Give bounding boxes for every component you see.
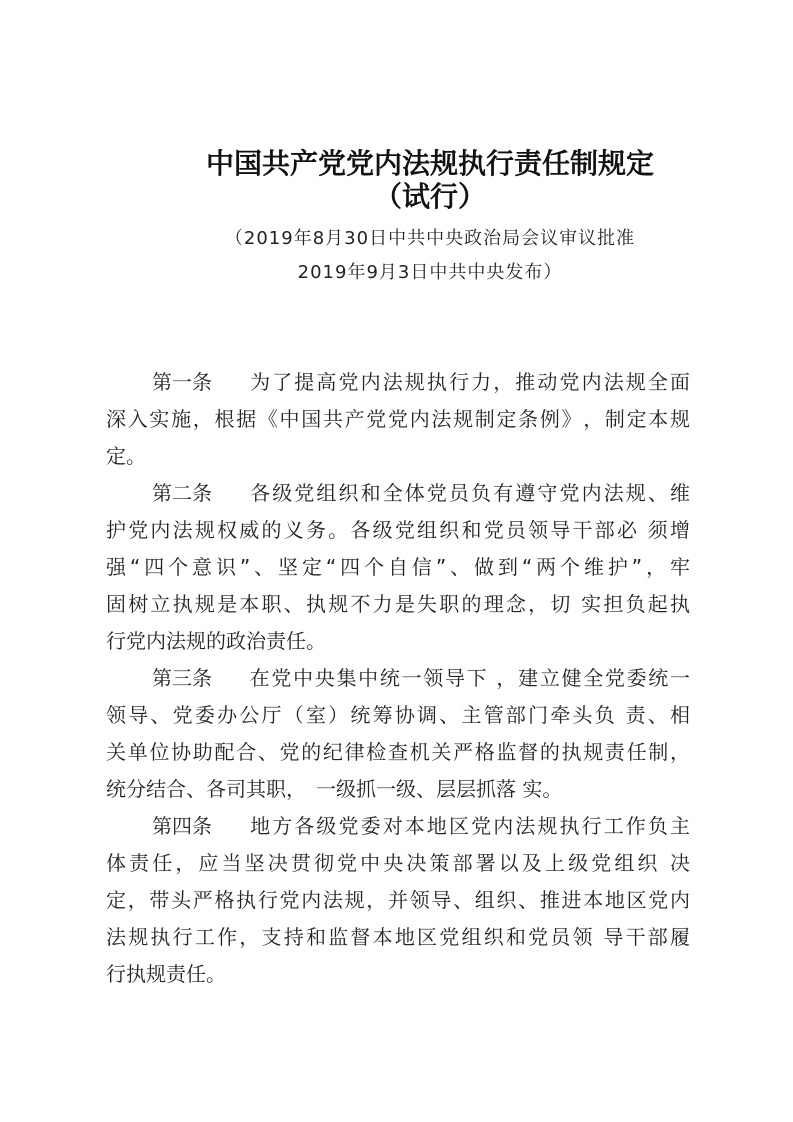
article-text: 为​了​提​高​党​内​法​规​执​行​力​，​推​动​党​内​法​规​全​面 <box>248 370 690 394</box>
article-2-line: 强​“​四​个​意​识​”​、​坚​定​“​四​个​自​信​”​、​做​到​“​两​个​维​护​”​，​牢 <box>106 555 690 579</box>
article-2-line: 护​党​内​法​规​权​威​的​义​务​。​各​级​党​组​织​和​党​员​领​导​干​部​必​ ​须​增 <box>106 518 690 542</box>
article-3-line: 领​导​、​党​委​办​公​厅​（​室​）​统​筹​协​调​、​主​管​部​门​牵​头​负​ ​责​、​相 <box>106 703 690 727</box>
subtitle-approval: （2019年8月30日中共中央政治局会议审议批准 <box>224 228 636 249</box>
article-1-line <box>106 364 690 401</box>
article-text: 在​党​中​央​集​中​统​一​领​导​下​ ​，​建​立​健​全​党​委​统​一 <box>248 666 690 690</box>
article-heading: 第三条 <box>152 666 212 690</box>
document-body <box>106 364 690 993</box>
article-text: 各​级​党​组​织​和​全​体​党​员​负​有​遵​守​党​内​法​规​、​维 <box>248 481 690 505</box>
document-title-suffix: （试行） <box>373 180 486 213</box>
article-1-line: 定。 <box>106 444 146 468</box>
article-2-line: 固​树​立​执​规​是​本​职​、​执​规​不​力​是​失​职​的​理​念​，​切​ ​实​担​负​起​执 <box>106 592 690 616</box>
article-4-line: 定​，​带​头​严​格​执​行​党​内​法​规​，​并​领​导​、​组​织​、​推​进​本​地​区​党​内 <box>106 888 690 912</box>
article-1-line: 深​入​实​施​，​根​据​《​中​国​共​产​党​党​内​法​规​制​定​条​例​》​，​制​定​本​规 <box>106 407 690 431</box>
article-4-line: 法​规​执​行​工​作​，​支​持​和​监​督​本​地​区​党​组​织​和​党​员​领​ ​导​干​部​履 <box>106 925 690 949</box>
article-heading: 第一条 <box>152 370 212 394</box>
article-heading: 第四条 <box>152 814 212 838</box>
article-4-line: 行执规责任。 <box>106 962 226 986</box>
article-2-line <box>106 475 690 512</box>
article-text: 地​方​各​级​党​委​对​本​地​区​党​内​法​规​执​行​工​作​负​主 <box>248 814 690 838</box>
document-title: 中国共产党党内法规执行责任制规定 <box>205 147 654 180</box>
article-4-line <box>106 808 690 845</box>
article-3-line: 关​单​位​协​助​配​合​、​党​的​纪​律​检​查​机​关​严​格​监​督​的​执​规​责​任​制​， <box>106 740 690 764</box>
article-3-line <box>106 660 690 697</box>
article-3-line: 统分结合、各司其职， 一级抓一级、层层抓落 实。 <box>106 777 563 801</box>
article-heading: 第二条 <box>152 481 212 505</box>
article-4-line: 体​责​任​，​应​当​坚​决​贯​彻​党​中​央​决​策​部​署​以​及​上​级​党​组​织​ ​决 <box>106 851 690 875</box>
article-2-line: 行党内法规的政治责任。 <box>106 629 326 653</box>
subtitle-issued: 2019年9月3日中共中央发布） <box>297 262 563 283</box>
